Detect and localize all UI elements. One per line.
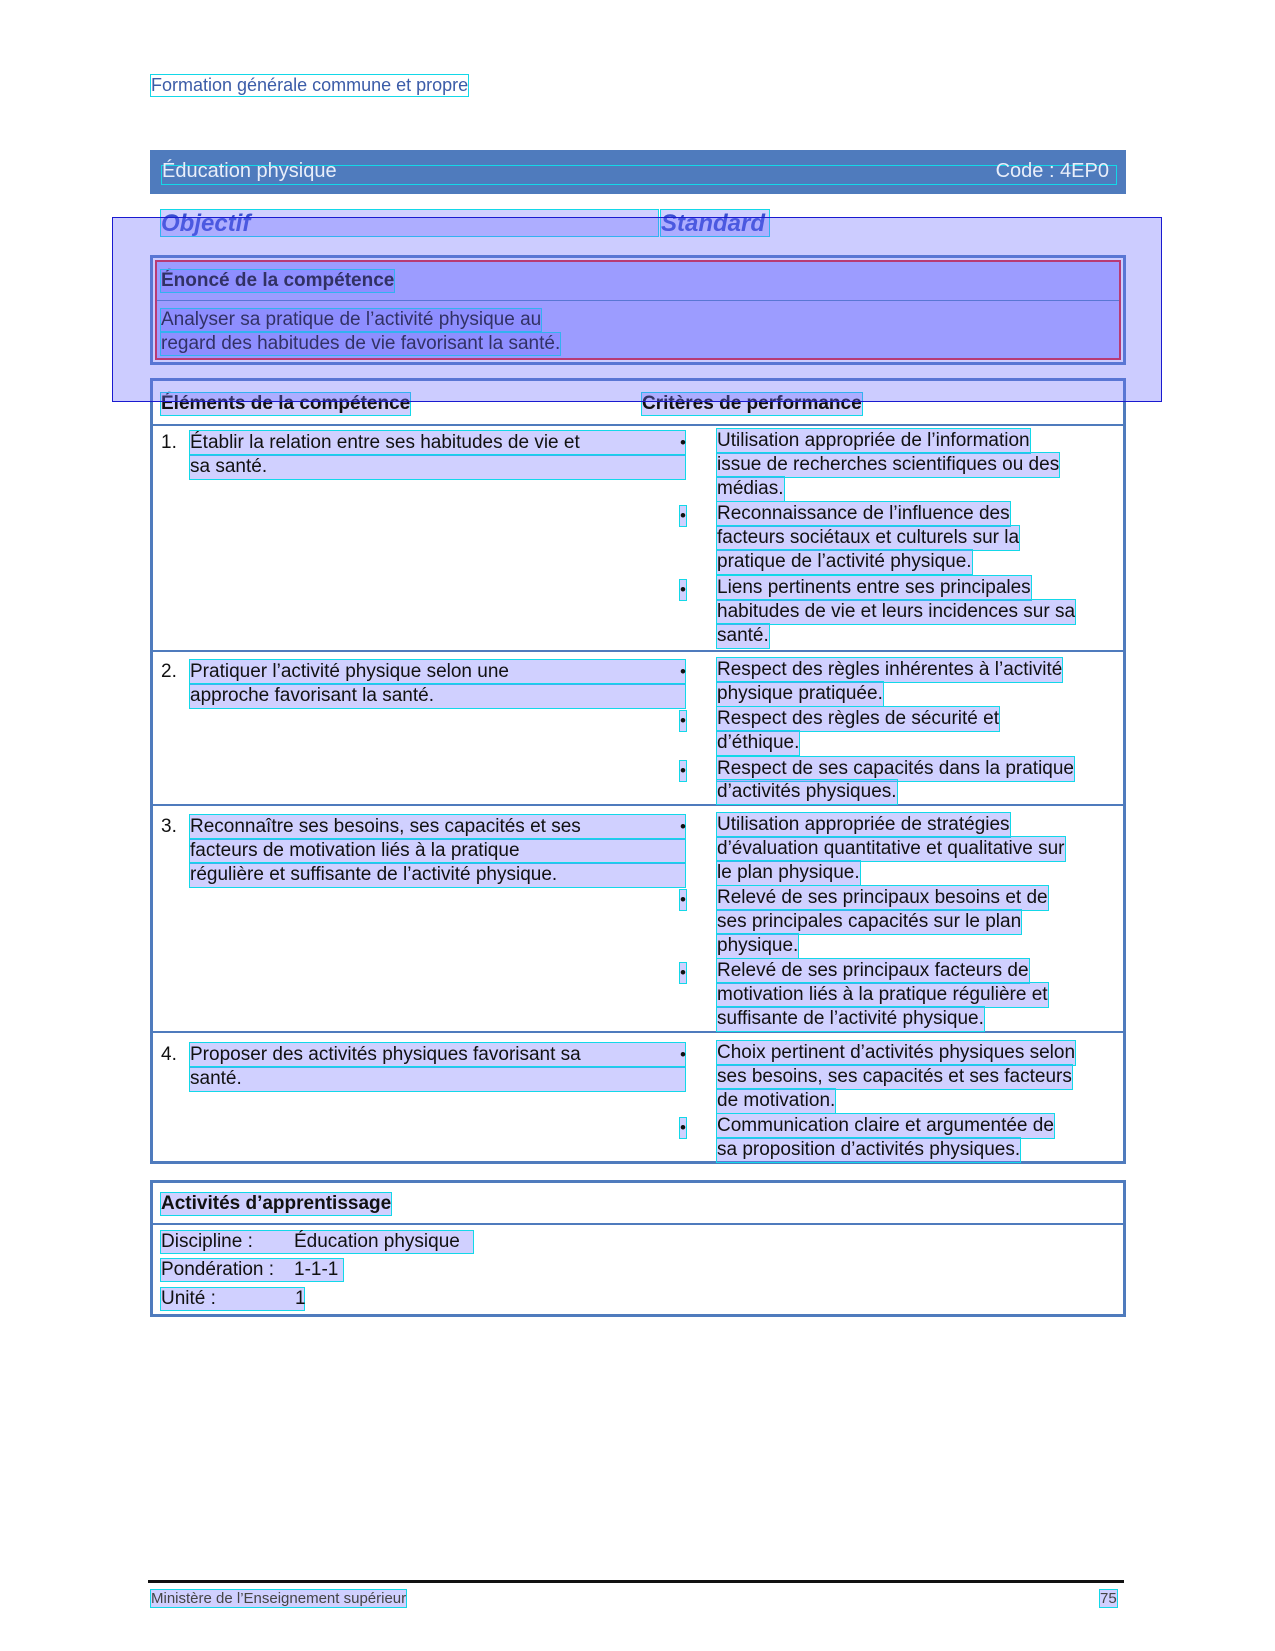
competence-title: Énoncé de la compétence	[161, 270, 395, 291]
criterion-line: Liens pertinents entre ses principales	[717, 577, 1031, 598]
activities-title: Activités d’apprentissage	[161, 1193, 392, 1214]
criterion-line: santé.	[717, 625, 769, 646]
element-text-line: régulière et suffisante de l’activité physique.	[190, 863, 685, 887]
element-text-line: santé.	[190, 1067, 685, 1091]
criterion-line: motivation liés à la pratique régulière et	[717, 984, 1048, 1005]
bullet-icon: •	[680, 1118, 686, 1137]
activities-divider	[152, 1223, 1124, 1225]
element-text-line: facteurs de motivation liés à la pratique	[190, 839, 685, 863]
unit-label: Unité :	[161, 1288, 216, 1309]
bullet-icon: •	[680, 963, 686, 982]
criterion-line: Relevé de ses principaux facteurs de	[717, 960, 1029, 981]
bullet-icon: •	[680, 1045, 686, 1064]
discipline-label: Discipline :	[161, 1231, 253, 1252]
element-number: 1.	[161, 432, 177, 453]
element-text-line: sa santé.	[190, 455, 685, 479]
element-text-line: Établir la relation entre ses habitudes de vie et	[190, 431, 685, 455]
criterion-line: facteurs sociétaux et culturels sur la	[717, 527, 1020, 548]
bullet-icon: •	[680, 580, 686, 599]
criterion-line: physique.	[717, 935, 799, 956]
competence-line-1: Analyser sa pratique de l’activité physique au	[161, 309, 542, 330]
criterion-line: Reconnaissance de l’influence des	[717, 503, 1010, 524]
criterion-line: de motivation.	[717, 1090, 836, 1111]
bullet-icon: •	[680, 506, 686, 525]
criterion-line: Respect de ses capacités dans la pratique	[717, 758, 1074, 779]
element-text-line: approche favorisant la santé.	[190, 684, 685, 708]
criterion-line: ses principales capacités sur le plan	[717, 911, 1022, 932]
criterion-line: sa proposition d’activités physiques.	[717, 1139, 1021, 1160]
discipline-row	[161, 1231, 473, 1253]
element-number: 2.	[161, 661, 177, 682]
unit-value: 1	[295, 1288, 306, 1309]
elements-header: Éléments de la compétence	[161, 393, 411, 414]
bullet-icon: •	[680, 662, 686, 681]
standard-label: Standard	[661, 210, 769, 236]
criterion-line: Utilisation appropriée de l’information	[717, 430, 1030, 451]
element-number: 3.	[161, 816, 177, 837]
criteria-header: Critères de performance	[642, 393, 862, 414]
bullet-icon: •	[680, 433, 686, 452]
selection-overlay[interactable]	[112, 217, 1162, 402]
criterion-line: Choix pertinent d’activités physiques selon	[717, 1042, 1076, 1063]
criterion-line: issue de recherches scientifiques ou des	[717, 454, 1060, 475]
bullet-icon: •	[680, 890, 686, 909]
criterion-line: le plan physique.	[717, 862, 860, 883]
bullet-icon: •	[680, 817, 686, 836]
weighting-label: Pondération :	[161, 1259, 275, 1280]
course-name: Éducation physique	[162, 160, 337, 182]
criterion-line: d’activités physiques.	[717, 781, 897, 802]
criterion-line: d’éthique.	[717, 732, 800, 753]
bullet-icon: •	[680, 761, 686, 780]
discipline-value: Éducation physique	[294, 1231, 460, 1252]
criterion-line: Respect des règles inhérentes à l’activité	[717, 659, 1063, 680]
criterion-line: Relevé de ses principaux besoins et de	[717, 887, 1048, 908]
objective-label: Objectif	[161, 210, 658, 236]
weighting-value: 1-1-1	[294, 1259, 339, 1280]
criterion-line: Communication claire et argumentée de	[717, 1115, 1054, 1136]
weighting-row	[161, 1259, 343, 1281]
footer-ministry: Ministère de l’Enseignement supérieur	[151, 1590, 407, 1607]
row-divider-2	[152, 804, 1124, 806]
page-number: 75	[1100, 1590, 1117, 1607]
element-text-line: Pratiquer l’activité physique selon une	[190, 660, 685, 684]
criterion-line: Respect des règles de sécurité et	[717, 708, 999, 729]
element-text-line: Proposer des activités physiques favorisant sa	[190, 1043, 685, 1067]
criterion-line: Utilisation appropriée de stratégies	[717, 814, 1010, 835]
table-header-divider	[152, 424, 1124, 426]
criterion-line: ses besoins, ses capacités et ses facteurs	[717, 1066, 1072, 1087]
element-number: 4.	[161, 1044, 177, 1065]
criterion-line: pratique de l’activité physique.	[717, 551, 972, 572]
document-header: Formation générale commune et propre	[151, 75, 469, 95]
criterion-line: suffisante de l’activité physique.	[717, 1008, 984, 1029]
criterion-line: médias.	[717, 478, 784, 499]
competence-line-2: regard des habitudes de vie favorisant la santé.	[161, 333, 561, 354]
unit-row	[161, 1288, 304, 1310]
course-code: Code : 4EP0	[995, 160, 1109, 182]
footer-rule	[148, 1580, 1124, 1583]
element-text-line: Reconnaître ses besoins, ses capacités et ses	[190, 815, 685, 839]
row-divider-3	[152, 1031, 1124, 1033]
criterion-line: habitudes de vie et leurs incidences sur sa	[717, 601, 1076, 622]
bullet-icon: •	[680, 711, 686, 730]
criterion-line: physique pratiquée.	[717, 683, 883, 704]
criterion-line: d’évaluation quantitative et qualitative sur	[717, 838, 1065, 859]
row-divider-1	[152, 650, 1124, 652]
